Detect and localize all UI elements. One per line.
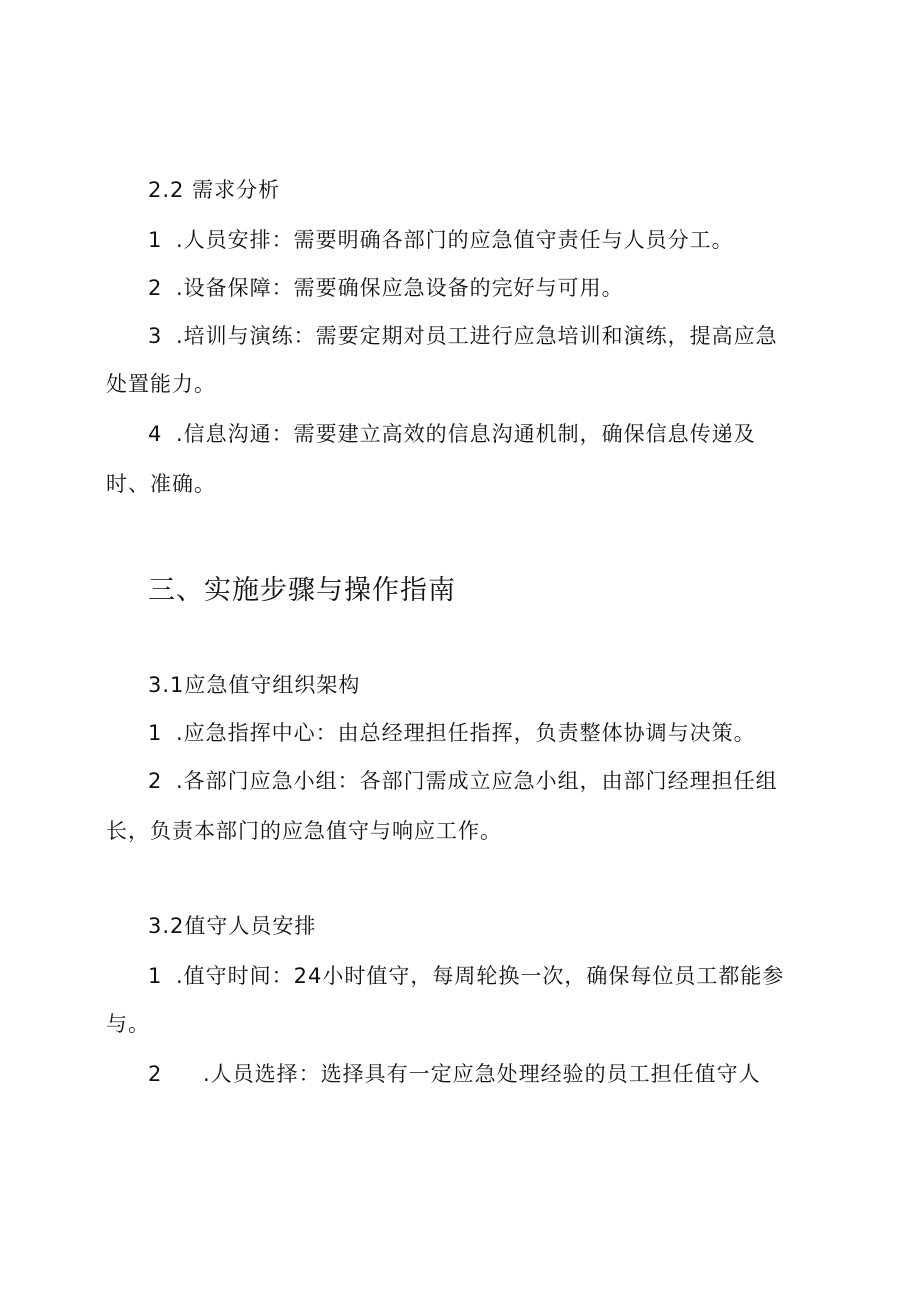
list-item (148, 719, 756, 747)
list-item-text: .信息沟通：需要建立高效的信息沟通机制，确保信息传递及 (176, 422, 756, 446)
chapter-3-heading: 三、实施步骤与操作指南 (148, 575, 456, 606)
list-item (148, 962, 784, 990)
list-item-continuation: 长，负责本部门的应急值守与响应工作。 (106, 819, 502, 843)
list-item (148, 274, 624, 302)
list-item (148, 322, 778, 350)
list-item (148, 420, 756, 448)
section-3-1-title: 3.1应急值守组织架构 (148, 673, 361, 697)
list-item-number: 1 (148, 228, 163, 252)
list-item-text: .各部门应急小组：各部门需成立应急小组，由部门经理担任组 (176, 769, 778, 793)
list-item-number: 1 (148, 964, 163, 988)
list-item-continuation: 时、准确。 (106, 472, 216, 496)
list-item-number: 2 (148, 1062, 163, 1086)
list-item-text: .值守时间：24小时值守，每周轮换一次，确保每位员工都能参 (176, 964, 785, 988)
list-item-continuation: 与。 (106, 1012, 150, 1036)
list-item-text: .人员安排：需要明确各部门的应急值守责任与人员分工。 (176, 228, 734, 252)
list-item-text: .应急指挥中心：由总经理担任指挥，负责整体协调与决策。 (176, 721, 756, 745)
list-item-number: 4 (148, 422, 163, 446)
list-item-continuation: 处置能力。 (106, 372, 216, 396)
list-item-number: 2 (148, 769, 163, 793)
list-item-number: 1 (148, 721, 163, 745)
list-item-number: 2 (148, 276, 163, 300)
list-item (148, 767, 778, 795)
section-3-2-title: 3.2值守人员安排 (148, 914, 317, 938)
list-item-number: 3 (148, 324, 163, 348)
list-item (148, 1060, 761, 1088)
list-item-text: .设备保障：需要确保应急设备的完好与可用。 (176, 276, 624, 300)
list-item (148, 226, 734, 254)
list-item-text: .人员选择：选择具有一定应急处理经验的员工担任值守人 (203, 1062, 761, 1086)
list-item-text: .培训与演练：需要定期对员工进行应急培训和演练，提高应急 (176, 324, 778, 348)
section-2-2-title: 2.2 需求分析 (148, 178, 281, 202)
